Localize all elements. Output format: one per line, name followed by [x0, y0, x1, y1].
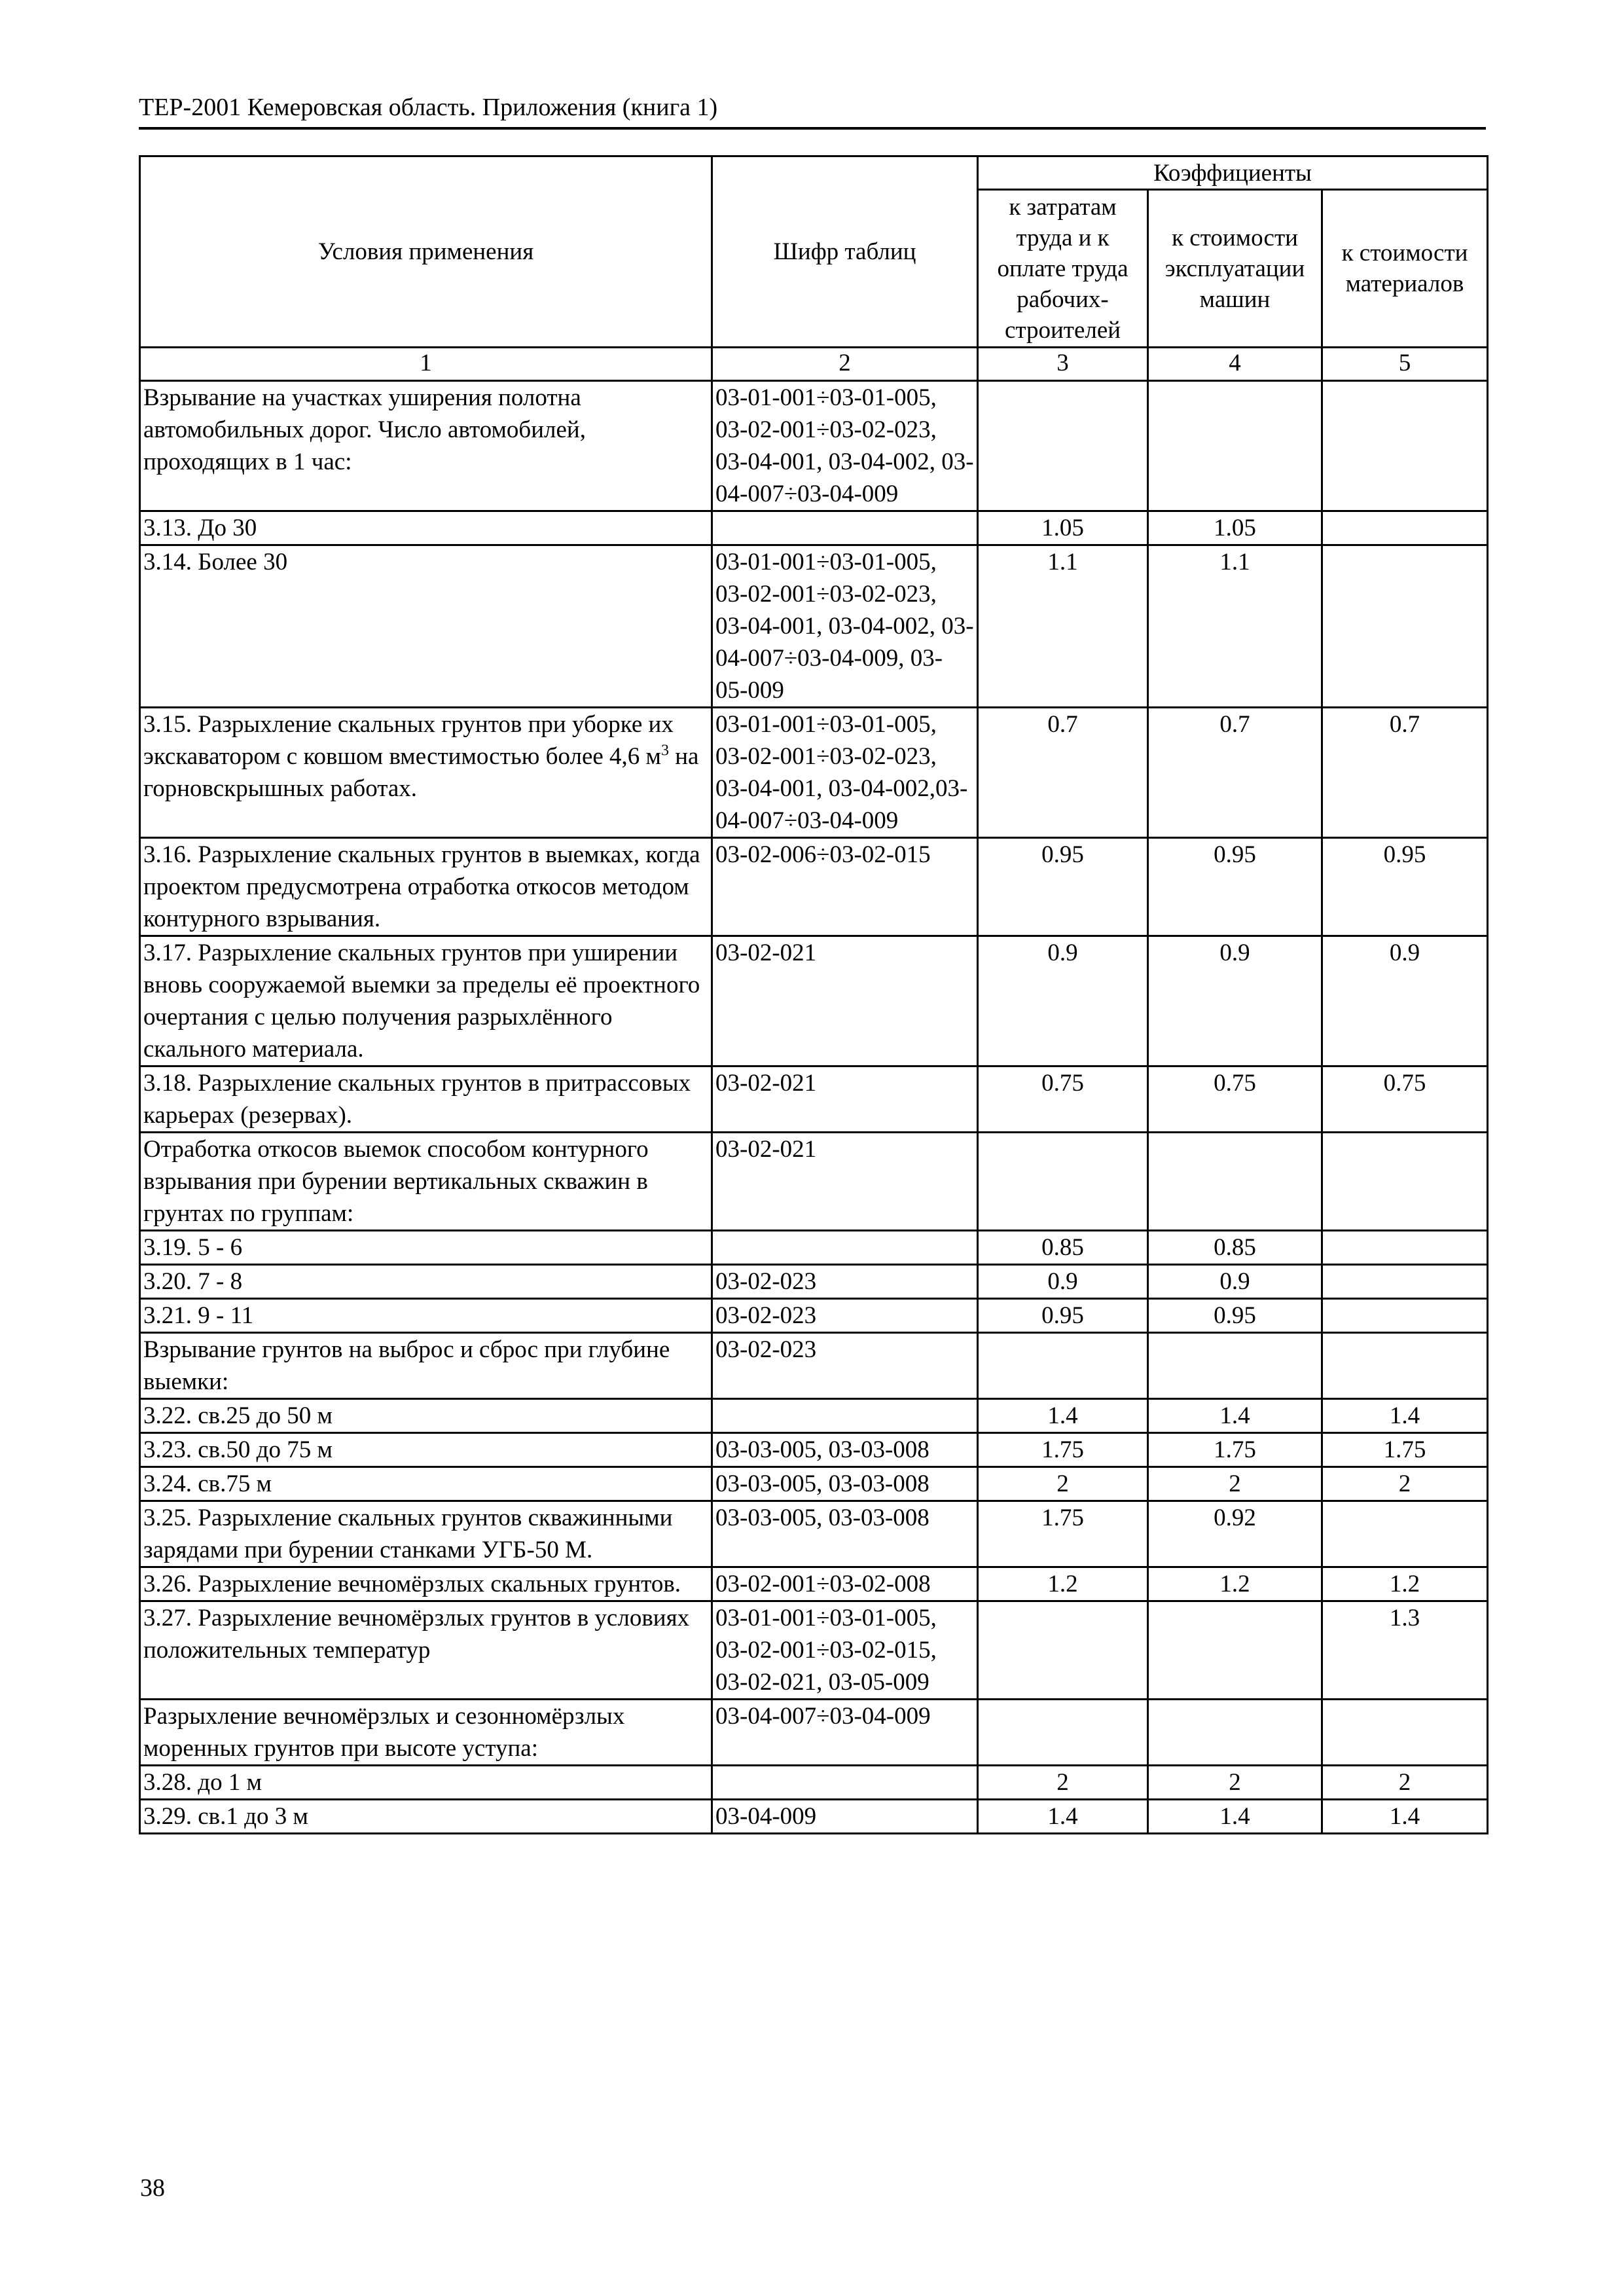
labor-coef-cell: [978, 1333, 1148, 1399]
condition-cell: 3.27. Разрыхление вечномёрзлых грунтов в условиях положительных температур: [140, 1601, 712, 1700]
materials-coef-cell: 0.7: [1322, 708, 1488, 838]
column-number: 5: [1322, 348, 1488, 381]
cipher-cell: 03-03-005, 03-03-008: [712, 1433, 978, 1467]
header-coefficients: Коэффициенты: [978, 156, 1488, 190]
header-materials: к стоимости материалов: [1322, 190, 1488, 348]
condition-cell: 3.18. Разрыхление скальных грунтов в притрассовых карьерах (резервах).: [140, 1066, 712, 1133]
column-number: 2: [712, 348, 978, 381]
table-row: [140, 1231, 1488, 1265]
labor-coef-cell: 1.05: [978, 511, 1148, 545]
column-number: 3: [978, 348, 1148, 381]
machines-coef-cell: 1.75: [1148, 1433, 1322, 1467]
table-row: [140, 708, 1488, 838]
machines-coef-cell: 0.85: [1148, 1231, 1322, 1265]
machines-coef-cell: 0.92: [1148, 1501, 1322, 1567]
machines-coef-cell: [1148, 381, 1322, 511]
table-row: [140, 838, 1488, 936]
table-row: [140, 1567, 1488, 1601]
condition-cell: 3.25. Разрыхление скальных грунтов скважинными зарядами при бурении станками УГБ-50 М.: [140, 1501, 712, 1567]
table-row: [140, 1333, 1488, 1399]
machines-coef-cell: [1148, 1133, 1322, 1231]
labor-coef-cell: 2: [978, 1467, 1148, 1501]
column-number: 4: [1148, 348, 1322, 381]
labor-coef-cell: 1.2: [978, 1567, 1148, 1601]
header-cipher: Шифр таблиц: [712, 156, 978, 348]
labor-coef-cell: 1.75: [978, 1501, 1148, 1567]
header-machines: к стоимости эксплуатации машин: [1148, 190, 1322, 348]
labor-coef-cell: 0.9: [978, 936, 1148, 1066]
machines-coef-cell: 2: [1148, 1467, 1322, 1501]
table-row: [140, 381, 1488, 511]
condition-cell: 3.29. св.1 до 3 м: [140, 1800, 712, 1834]
cipher-cell: 03-04-009: [712, 1800, 978, 1834]
cipher-cell: 03-03-005, 03-03-008: [712, 1467, 978, 1501]
condition-cell: 3.28. до 1 м: [140, 1766, 712, 1800]
materials-coef-cell: 0.75: [1322, 1066, 1488, 1133]
materials-coef-cell: [1322, 381, 1488, 511]
cipher-cell: 03-02-023: [712, 1333, 978, 1399]
materials-coef-cell: [1322, 1231, 1488, 1265]
cipher-cell: 03-01-001÷03-01-005, 03-02-001÷03-02-023, 03-04-001, 03-04-002,03-04-007÷03-04-009: [712, 708, 978, 838]
table-row: [140, 1299, 1488, 1333]
condition-cell: Взрывание на участках уширения полотна автомобильных дорог. Число автомобилей, проходящих в 1 час:: [140, 381, 712, 511]
header-labor: к затратам труда и к оплате труда рабочих-строителей: [978, 190, 1148, 348]
machines-coef-cell: 0.9: [1148, 1265, 1322, 1299]
cipher-cell: [712, 1766, 978, 1800]
table-row: [140, 1066, 1488, 1133]
materials-coef-cell: 1.4: [1322, 1800, 1488, 1834]
table-row: [140, 1601, 1488, 1700]
cipher-cell: 03-02-021: [712, 1066, 978, 1133]
condition-cell: 3.19. 5 - 6: [140, 1231, 712, 1265]
table-row: [140, 1467, 1488, 1501]
cipher-cell: [712, 511, 978, 545]
table-row: [140, 1265, 1488, 1299]
materials-coef-cell: 1.3: [1322, 1601, 1488, 1700]
machines-coef-cell: 0.95: [1148, 838, 1322, 936]
table-row: [140, 511, 1488, 545]
header-conditions: Условия применения: [140, 156, 712, 348]
table-row: [140, 545, 1488, 708]
machines-coef-cell: 1.2: [1148, 1567, 1322, 1601]
materials-coef-cell: 2: [1322, 1467, 1488, 1501]
materials-coef-cell: [1322, 1265, 1488, 1299]
condition-cell: [140, 708, 712, 838]
condition-text: 3.15. Разрыхление скальных грунтов при уборке их экскаватором с ковшом вместимостью более 4,6 м: [143, 711, 674, 770]
cipher-cell: 03-01-001÷03-01-005, 03-02-001÷03-02-015, 03-02-021, 03-05-009: [712, 1601, 978, 1700]
machines-coef-cell: 1.4: [1148, 1399, 1322, 1433]
condition-cell: 3.21. 9 - 11: [140, 1299, 712, 1333]
table-row: [140, 1766, 1488, 1800]
machines-coef-cell: [1148, 1333, 1322, 1399]
condition-cell: 3.22. св.25 до 50 м: [140, 1399, 712, 1433]
materials-coef-cell: [1322, 1501, 1488, 1567]
materials-coef-cell: 1.75: [1322, 1433, 1488, 1467]
labor-coef-cell: 0.85: [978, 1231, 1148, 1265]
condition-cell: Разрыхление вечномёрзлых и сезонномёрзлых моренных грунтов при высоте уступа:: [140, 1700, 712, 1766]
running-header: ТЕР-2001 Кемеровская область. Приложения (книга 1): [139, 92, 1486, 130]
cipher-cell: 03-02-023: [712, 1265, 978, 1299]
machines-coef-cell: 2: [1148, 1766, 1322, 1800]
table-row: [140, 936, 1488, 1066]
labor-coef-cell: 1.4: [978, 1800, 1148, 1834]
cipher-cell: [712, 1231, 978, 1265]
coefficients-table: [139, 155, 1489, 1834]
materials-coef-cell: 0.9: [1322, 936, 1488, 1066]
cipher-cell: 03-02-001÷03-02-008: [712, 1567, 978, 1601]
page-number: 38: [140, 2174, 165, 2202]
labor-coef-cell: 0.95: [978, 1299, 1148, 1333]
cubic-superscript: 3: [660, 742, 669, 759]
materials-coef-cell: 0.95: [1322, 838, 1488, 936]
materials-coef-cell: [1322, 1700, 1488, 1766]
materials-coef-cell: [1322, 511, 1488, 545]
labor-coef-cell: [978, 381, 1148, 511]
materials-coef-cell: [1322, 1299, 1488, 1333]
labor-coef-cell: [978, 1133, 1148, 1231]
table-row: [140, 1800, 1488, 1834]
machines-coef-cell: 0.7: [1148, 708, 1322, 838]
machines-coef-cell: 1.1: [1148, 545, 1322, 708]
condition-cell: 3.26. Разрыхление вечномёрзлых скальных грунтов.: [140, 1567, 712, 1601]
condition-cell: 3.20. 7 - 8: [140, 1265, 712, 1299]
labor-coef-cell: 0.75: [978, 1066, 1148, 1133]
table-row: [140, 1501, 1488, 1567]
cipher-cell: 03-04-007÷03-04-009: [712, 1700, 978, 1766]
materials-coef-cell: 1.2: [1322, 1567, 1488, 1601]
machines-coef-cell: [1148, 1700, 1322, 1766]
labor-coef-cell: 1.1: [978, 545, 1148, 708]
condition-cell: 3.13. До 30: [140, 511, 712, 545]
machines-coef-cell: 1.4: [1148, 1800, 1322, 1834]
labor-coef-cell: 1.75: [978, 1433, 1148, 1467]
cipher-cell: 03-02-006÷03-02-015: [712, 838, 978, 936]
labor-coef-cell: 1.4: [978, 1399, 1148, 1433]
condition-cell: 3.16. Разрыхление скальных грунтов в выемках, когда проектом предусмотрена отработка откосов методом контурного взрывания.: [140, 838, 712, 936]
labor-coef-cell: [978, 1700, 1148, 1766]
condition-cell: 3.14. Более 30: [140, 545, 712, 708]
materials-coef-cell: 1.4: [1322, 1399, 1488, 1433]
labor-coef-cell: 0.95: [978, 838, 1148, 936]
condition-cell: Взрывание грунтов на выброс и сброс при глубине выемки:: [140, 1333, 712, 1399]
labor-coef-cell: [978, 1601, 1148, 1700]
machines-coef-cell: 0.95: [1148, 1299, 1322, 1333]
condition-text: на горновскрышных работах.: [143, 743, 699, 802]
table-row: [140, 1399, 1488, 1433]
table-row: [140, 1700, 1488, 1766]
materials-coef-cell: 2: [1322, 1766, 1488, 1800]
cipher-cell: [712, 1399, 978, 1433]
machines-coef-cell: 1.05: [1148, 511, 1322, 545]
cipher-cell: 03-01-001÷03-01-005, 03-02-001÷03-02-023, 03-04-001, 03-04-002, 03-04-007÷03-04-009, 03-05-009: [712, 545, 978, 708]
condition-cell: 3.24. св.75 м: [140, 1467, 712, 1501]
materials-coef-cell: [1322, 1133, 1488, 1231]
column-number: 1: [140, 348, 712, 381]
cipher-cell: 03-02-021: [712, 936, 978, 1066]
materials-coef-cell: [1322, 1333, 1488, 1399]
machines-coef-cell: [1148, 1601, 1322, 1700]
cipher-cell: 03-02-023: [712, 1299, 978, 1333]
cipher-cell: 03-01-001÷03-01-005, 03-02-001÷03-02-023, 03-04-001, 03-04-002, 03-04-007÷03-04-009: [712, 381, 978, 511]
condition-cell: 3.17. Разрыхление скальных грунтов при уширении вновь сооружаемой выемки за пределы её проектного очертания с целью получения разрыхлённого скального материала.: [140, 936, 712, 1066]
condition-cell: 3.23. св.50 до 75 м: [140, 1433, 712, 1467]
table-row: [140, 1433, 1488, 1467]
machines-coef-cell: 0.75: [1148, 1066, 1322, 1133]
materials-coef-cell: [1322, 545, 1488, 708]
cipher-cell: 03-03-005, 03-03-008: [712, 1501, 978, 1567]
table-row: [140, 1133, 1488, 1231]
machines-coef-cell: 0.9: [1148, 936, 1322, 1066]
cipher-cell: 03-02-021: [712, 1133, 978, 1231]
labor-coef-cell: 0.9: [978, 1265, 1148, 1299]
labor-coef-cell: 2: [978, 1766, 1148, 1800]
labor-coef-cell: 0.7: [978, 708, 1148, 838]
condition-cell: Отработка откосов выемок способом контурного взрывания при бурении вертикальных скважин в грунтах по группам:: [140, 1133, 712, 1231]
